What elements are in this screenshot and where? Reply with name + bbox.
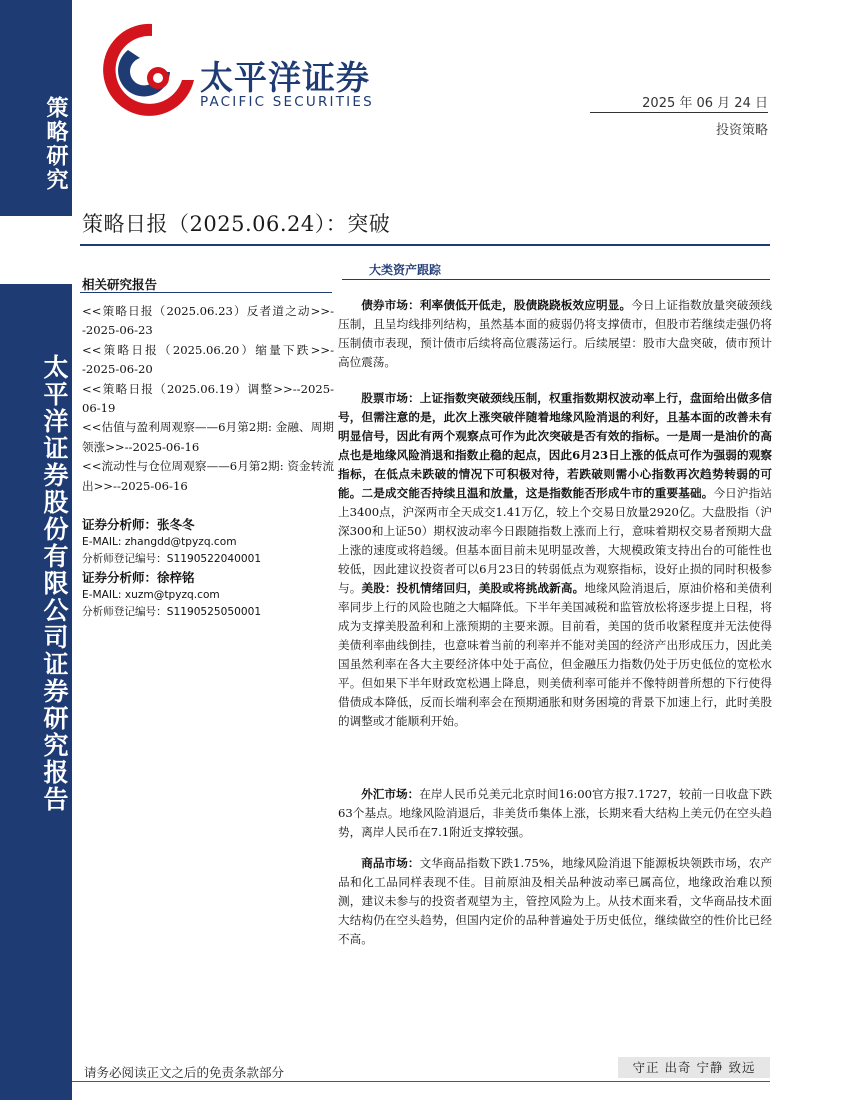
analyst-card <box>82 569 334 621</box>
footer-divider <box>72 1081 770 1082</box>
commodity-lead: 商品市场： <box>361 856 420 870</box>
section-divider <box>342 279 770 280</box>
sidebar-company-report: 太平洋证券股份有限公司证券研究报告 <box>40 354 69 813</box>
disclaimer-note: 请务必阅读正文之后的免责条款部分 <box>84 1065 285 1080</box>
fx-text: 在岸人民币兑美元北京时间16:00官方报7.1727，较前一日收盘下跌63个基点。地缘风险消退后，非美货币集体上涨，长期来看大结构上美元仍在空头趋势，离岸人民币在7.1附近支撑较强。 <box>338 787 772 839</box>
stock-lead: 股票市场：上证指数突破颈线压制，权重指数期权波动率上行，盘面给出做多信号，但需注意的是，此次上涨突破伴随着地缘风险消退的利好，且基本面的改善未有明显信号，因此有两个观察点可作为此次突破是否有效的指标。一是周一是油价的高点也是地缘风险消退和指数止稳的起点，因此6月23日上涨的低点可作为强弱的观察指标，在低点未跌破的情况下可积极对待，若跌破则需小心指数再次趋势转弱的可能。二是成交能否持续且温和放量，这是指数能否形成牛市的重要基础。 <box>338 391 772 500</box>
us-stock-lead: 美股：投机情绪回归，美股或将挑战新高。 <box>361 581 585 595</box>
report-type: 投资策略 <box>715 123 768 138</box>
related-report-link[interactable]: <<流动性与仓位周观察——6月第2期: 资金转流出>>--2025-06-16 <box>82 459 334 493</box>
commodity-market-paragraph <box>338 854 772 949</box>
report-title: 策略日报（2025.06.24）：突破 <box>82 212 391 236</box>
related-report-link[interactable]: <<策略日报（2025.06.20）缩量下跌>>--2025-06-20 <box>82 342 334 377</box>
left-sidebar <box>0 0 72 1100</box>
section-heading: 大类资产跟踪 <box>369 263 442 277</box>
header-divider <box>590 112 768 113</box>
report-date: 2025 年 06 月 24 日 <box>642 96 768 111</box>
analyst-name: 证券分析师：张冬冬 <box>82 517 195 532</box>
company-motto: 守正 出奇 宁静 致远 <box>618 1057 770 1078</box>
related-reports-list <box>82 302 334 496</box>
title-divider <box>80 244 770 246</box>
stock-text: 今日沪指站上3400点，沪深两市全天成交1.41万亿，较上个交易日放量2920亿。大盘股指（沪深300和上证50）期权波动率今日跟随指数上涨而上行，意味着期权交易者预期大盘上涨的速度或将趋缓。但基本面目前未见明显改善，大规模政策支持出台的可能性也较低，因此建议投资者可以6月23日的转弱低点为观察指标，设好止损的同时积极参与。 <box>338 486 772 595</box>
bond-text: 今日上证指数放量突破颈线压制，且呈均线排列结构，虽然基本面的疲弱仍将支撑债市，但股市若继续走强仍将压制债市表现，预计债市后续将高位震荡运行。后续展望：股市大盘突破，债市预计高位震荡。 <box>338 298 772 369</box>
related-report-link[interactable]: <<策略日报（2025.06.23）反者道之动>>--2025-06-23 <box>82 304 334 338</box>
related-divider <box>80 292 332 293</box>
analyst-email[interactable]: E-MAIL: xuzm@tpyzq.com <box>82 589 220 601</box>
commodity-text: 文华商品指数下跌1.75%，地缘风险消退下能源板块领跌市场，农产品和化工品同样表现不佳。目前原油及相关品种波动率已属高位，地缘政治难以预测，建议未参与的投资者观望为主，管控风险为上。从技术面来看，文华商品技术面大结构仍在空头趋势，但国内定价的品种普遍处于历史低位，继续做空的性价比已经不高。 <box>338 856 772 946</box>
us-stock-text: 地缘风险消退后，原油价格和美债利率同步上行的风险也随之大幅降低。下半年美国减税和监管放松将逐步提上日程，将成为支撑美股盈利和上涨预期的主要来源。目前看，美国的货币收紧程度并无法使得美债利率曲线倒挂，也意味着当前的利率并不能对美国的经济产出形成压力，因此美国虽然利率在各大主要经济体中处于高位，但金融压力指数仍处于历史低位的宽松水平。但如果下半年财政宽松遇上降息，则美债利率可能并不像特朗普所想的下行使得借债成本降低，反而长端利率会在预期通胀和财务困境的背景下加速上行，此时美股的调整或才能顺利开始。 <box>338 581 772 728</box>
stock-market-paragraph <box>338 389 772 731</box>
related-report-link[interactable]: <<估值与盈利周观察——6月第2期: 金融、周期领涨>>--2025-06-16 <box>82 420 334 454</box>
related-reports-heading: 相关研究报告 <box>82 277 158 292</box>
fx-lead: 外汇市场： <box>361 787 420 801</box>
logo-english-name: PACIFIC SECURITIES <box>200 94 374 110</box>
analyst-email[interactable]: E-MAIL: zhangdd@tpyzq.com <box>82 536 237 548</box>
analyst-name: 证券分析师：徐梓铭 <box>82 570 195 585</box>
sidebar-gap <box>0 216 72 284</box>
logo-mark-icon <box>94 20 204 120</box>
analyst-card <box>82 516 334 568</box>
related-report-link[interactable]: <<策略日报（2025.06.19）调整>>--2025-06-19 <box>82 381 334 416</box>
fx-market-paragraph <box>338 785 772 842</box>
analyst-registration: 分析师登记编号：S1190525050001 <box>82 606 262 618</box>
analyst-registration: 分析师登记编号：S1190522040001 <box>82 553 262 565</box>
logo-chinese-name: 太平洋证券 <box>200 58 370 97</box>
bond-lead: 债券市场：利率债低开低走，股债跷跷板效应明显。 <box>361 298 632 312</box>
bond-market-paragraph <box>338 296 772 372</box>
sidebar-category: 策略研究 <box>43 96 69 192</box>
